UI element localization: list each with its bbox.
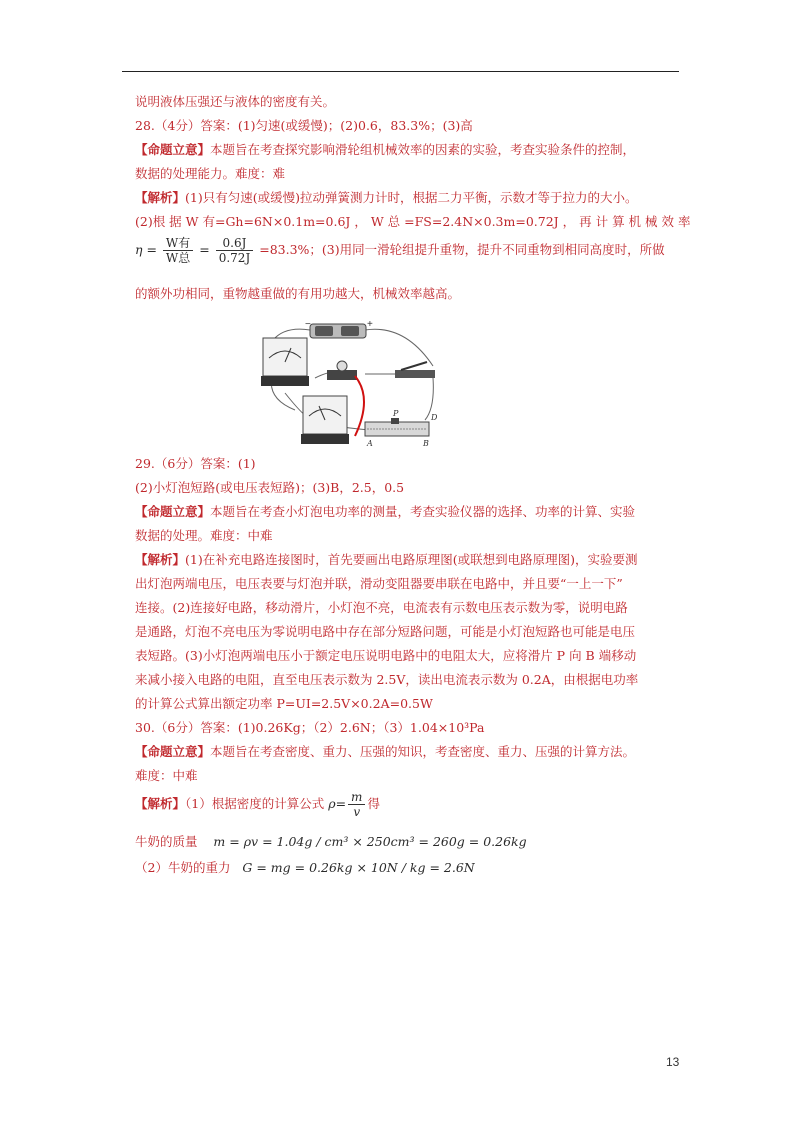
q29-analysis-4: 是通路，灯泡不亮电压为零说明电路中存在部分短路问题，可能是小灯泡短路也可能是电压 [135,624,636,639]
density-fraction [348,790,365,819]
frac-num: m [348,790,365,805]
q30-weight [135,860,475,876]
q30-mass [135,834,527,850]
intent-tag: 【命题立意】 [135,504,211,519]
q30-intent-2: 难度：中难 [135,768,198,783]
battery-pack [310,324,366,338]
q29-analysis-6: 来减小接入电路的电阻，直至电压表示数为 2.5V，读出电流表示数为 0.2A，由根据电功率 [135,672,639,687]
q28-analysis [135,190,637,206]
line-1: 说明液体压强还与液体的密度有关。 [135,94,336,109]
q28-answer: 28.（4分）答案：(1)匀速(或缓慢)；(2)0.6，83.3%；(3)高 [135,118,473,133]
get-text: 得 [367,796,380,811]
analysis-tag: 【解析】 [135,190,186,205]
weight-equation: G = mg = 0.26kg × 10N / kg = 2.6N [242,860,475,875]
q29-analysis-3: 连接。(2)连接好电路，移动滑片，小灯泡不亮，电流表有示数电压表示数为零，说明电路 [135,600,628,615]
frac-num: 0.6J [216,236,254,251]
intent-text: 本题旨在考查小灯泡电功率的测量，考查实验仪器的选择、功率的计算、实验 [210,504,636,519]
q29-intent-2: 数据的处理。难度：中难 [135,528,273,543]
q29-answer: 29.（6分）答案：(1) [135,456,256,471]
q29-analysis [135,552,637,568]
label-b: B [423,439,429,448]
switch [395,362,435,378]
q30-analysis [135,790,380,819]
frac-num: W有 [163,236,193,251]
mass-label: 牛奶的质量 [135,834,198,849]
intent-text: 本题旨在考查探究影响滑轮组机械效率的因素的实验，考查实验条件的控制， [210,142,636,157]
frac-den: v [353,805,361,819]
equals: = [199,242,210,257]
lamp [327,361,357,380]
q29-analysis-2: 出灯泡两端电压，电压表要与灯泡并联，滑动变阻器要串联在电路中，并且要“一上一下” [135,576,623,591]
analysis-tag: 【解析】 [135,796,186,811]
q28-intent [135,142,635,158]
voltmeter [301,396,349,444]
rheostat [365,418,429,436]
q30-intent [135,744,635,760]
q29-analysis-5: 表短路。(3)小灯泡两端电压小于额定电压说明电路中的电阻太大，应将滑片 P 向 B 端移动 [135,648,637,663]
page-number: 13 [666,1055,680,1069]
q28-intent-2: 数据的处理能力。难度：难 [135,166,286,181]
intent-tag: 【命题立意】 [135,744,211,759]
q29-intent [135,504,635,520]
analysis-text: (1)在补充电路连接图时，首先要画出电路原理图(或联想到电路原理图)，实验要测 [185,552,638,567]
analysis-text: (1)只有匀速(或缓慢)拉动弹簧测力计时，根据二力平衡，示数才等于拉力的大小。 [185,190,638,205]
q28-analysis-2: (2)根 据 W 有=Gh=6N×0.1m=0.6J ， W 总 =FS=2.4N×0.3m=0.72J ， 再 计 算 机 械 效 率 [135,214,691,229]
plus-label: + [367,319,373,330]
label-a: A [367,439,373,448]
answer-wire [355,376,364,436]
q30-answer: 30.（6分）答案：(1)0.26Kg；（2）2.6N；（3）1.04×10³Pa [135,720,485,735]
frac-den: W总 [165,251,191,265]
q29-answer-2: (2)小灯泡短路(或电压表短路)；(3)B，2.5，0.5 [135,480,405,495]
weight-label: （2）牛奶的重力 [135,860,231,875]
rho-symbol: ρ= [328,796,347,811]
circuit-figure [255,318,445,450]
q28-analysis-3: =83.3%；(3)用同一滑轮组提升重物，提升不同重物到相同高度时，所做 [259,242,665,257]
minus-label: − [305,319,311,330]
analysis-tag: 【解析】 [135,552,186,567]
header-rule [122,71,679,72]
label-d: D [431,413,438,422]
eta-symbol: η = [135,242,157,257]
label-p: P [393,409,399,418]
frac-den: 0.72J [218,251,251,265]
q28-efficiency-formula [135,236,665,265]
fraction-w [163,236,193,265]
ammeter [261,338,309,386]
fraction-values [216,236,254,265]
intent-tag: 【命题立意】 [135,142,211,157]
analysis-text: （1）根据密度的计算公式 [185,796,325,811]
q29-analysis-7: 的计算公式算出额定功率 P=UI=2.5V×0.2A=0.5W [135,696,433,711]
q28-analysis-4: 的额外功相同，重物越重做的有用功越大，机械效率越高。 [135,286,461,301]
mass-equation: m = ρv = 1.04g / cm³ × 250cm³ = 260g = 0.26kg [213,834,527,849]
intent-text: 本题旨在考查密度、重力、压强的知识，考查密度、重力、压强的计算方法。 [210,744,636,759]
